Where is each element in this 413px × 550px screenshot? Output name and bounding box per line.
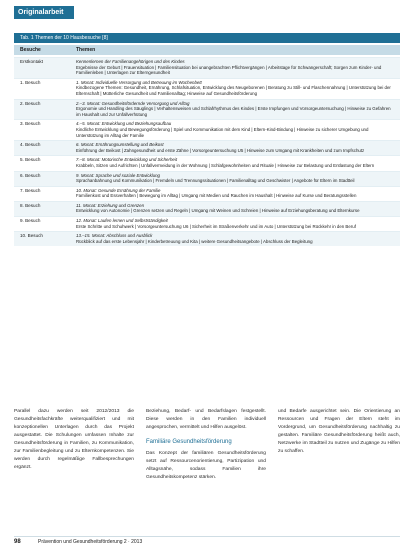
page-number: 98	[14, 539, 21, 545]
topic-lead: 4.–5. Monat: Entwicklung und Beziehungsaufbau	[76, 121, 172, 127]
topic-text: Erste Schritte und Schuhwerk | Vorsorgeuntersuchung U6 | Sicherheit im Straßenverkehr und im Auto | Unterstützung bei Rückkehr in den Beruf	[76, 223, 356, 229]
page-footer	[14, 536, 400, 547]
topic-lead: 1. Monat: Individuelle Versorgung und Betreuung im Wochenbett	[76, 79, 202, 85]
table-row	[14, 119, 400, 140]
topic-text: Familienkost und Essverhalten | Bewegung im Alltag | Umgang mit Medien und Rauchen im Haushalt | Hinweise auf Kurse und Beratungsstellen	[76, 193, 357, 199]
topic-lead: Kennenlernen der Familienangehörigen und des Kindes	[76, 59, 185, 64]
topic-lead: 7.–8. Monat: Motorische Entwicklung und Sicherheit	[76, 157, 178, 163]
paragraph: Das Konzept der familiären Gesundheitsförderung setzt auf Ressourcenorientierung, Partizipation und Alltagsnähe, sodass Familien ihre Gesundheitskompetenz stärken.	[146, 451, 266, 480]
body-column-3	[278, 408, 400, 456]
topic-cell	[76, 217, 400, 231]
topic-text: Ergonomie und Handling des Säuglings | Verhaltensweisen und Schlafrhythmus des Kindes | Erste Impfungen und Vorsorgeuntersuchung | Hinweise zu Gefahren im Haushalt und zur Unfallverhütung	[76, 106, 391, 117]
topic-cell	[76, 120, 400, 140]
topic-text: Kindliche Entwicklung und Bewegungsförderung | Spiel und Kommunikation mit dem Kind | Eltern-Kind-Bindung | Hinweise zu sicherer Umgebung und Unterstützung im Alltag der Familie	[76, 126, 369, 138]
table-body	[14, 57, 400, 246]
paragraph: und Bedarfe ausgerichtet sein. Die Orientierung an Ressourcen und Fragen der Eltern steht im Vordergrund, um Gesundheitsförderung nachhaltig zu gestalten. Familiäre Gesundheitsförderung heißt auch, Netzwerke im Stadtteil zu nutzen und Zugänge zu Hilfen zu schaffen.	[278, 409, 400, 454]
topic-text: Entwicklung von Autonomie | Grenzen setzen und Regeln | Umgang mit Weinen und Schreien | Hinweise auf Erziehungsberatung und Elternkurse	[76, 208, 360, 214]
topic-lead: 9. Monat: Sprache und soziale Entwicklung	[76, 172, 160, 178]
topic-lead: 10. Monat: Gesunde Ernährung der Familie	[76, 187, 161, 193]
publication-title: Prävention und Gesundheitsförderung 2 · 2013	[38, 539, 143, 545]
table-row	[14, 171, 400, 186]
visit-label: 5. Besuch	[20, 157, 41, 163]
visit-label: 2. Besuch	[20, 100, 41, 106]
table-row	[14, 186, 400, 201]
column-header-visits: Besuche	[20, 47, 41, 53]
table-row	[14, 78, 400, 99]
topic-lead: 6. Monat: Ernährungsumstellung und Beikost	[76, 142, 164, 148]
column-header-topics: Themen	[76, 47, 96, 53]
table-caption	[14, 33, 400, 43]
topic-lead: 11. Monat: Erziehung und Grenzen	[76, 202, 145, 208]
visit-label: 9. Besuch	[20, 218, 41, 224]
topic-lead: 12. Monat: Laufen lernen und Selbstständigkeit	[76, 218, 168, 224]
topic-cell	[76, 187, 400, 201]
paragraph: Beziehung, Bedarf- und Bedarfslagen festgestellt. Diese werden in den Familien individuell angesprochen, vermittelt und Hilfen ausgelöst.	[146, 409, 266, 430]
topic-cell	[76, 232, 400, 246]
topic-cell	[76, 156, 400, 170]
topic-text: Ergebnisse der Geburt | Frauensituation | Familiensituation bei unangebrachten Pflichtvergängen | Arbeitstage für Schwangerschaft; Sorgen zum Kinder- und Familienleben | Unterlagen zur Elterngesundheit	[76, 64, 382, 76]
topic-text: Sprachanbahnung und Kommunikation | Fremdeln und Trennungssituationen | Familienalltag und Geschwister | Angebote für Eltern im Stadtteil	[76, 178, 355, 184]
topic-lead: 13.–15. Monat: Abschluss und Ausblick	[76, 233, 153, 239]
visit-label: 8. Besuch	[20, 202, 41, 208]
visit-label: 7. Besuch	[20, 187, 41, 193]
table-row	[14, 231, 400, 246]
table-row	[14, 140, 400, 155]
section-heading: Familiäre Gesundheitsförderung	[146, 439, 232, 445]
topic-cell	[76, 172, 400, 186]
topic-cell	[76, 141, 400, 155]
body-column-2	[146, 408, 266, 482]
topic-text: Kindbezogene Themen: Gesundheit, Ernährung, Schlafsituation, Entwicklung des Neugeborenen | Beratung zu Still- und Flaschennahrung | Unterstützung bei der Elternschaft | Mütterliche Gesundheit und Familienalltag; Hinweise auf Gesundheitsförderung	[76, 85, 391, 96]
visit-label: 3. Besuch	[20, 121, 41, 127]
visit-label: 1. Besuch	[20, 79, 41, 85]
topic-text: Einführung der Beikost | Zahngesundheit und erste Zähne | Vorsorgeuntersuchung U5 | Hinweise zum Umgang mit Krankheiten und zum Impfschutz	[76, 147, 365, 153]
topic-lead: 2.–3. Monat: Gesundheitsfördernde Versorgung und Alltag	[76, 100, 190, 106]
topic-cell	[76, 100, 400, 120]
topic-cell	[76, 79, 400, 99]
table-row	[14, 155, 400, 170]
table-row	[14, 99, 400, 120]
topic-text: Rückblick auf das erste Lebensjahr | Kinderbetreuung und Kita | weitere Gesundheitsangebote | Abschluss der Begleitung	[76, 238, 313, 244]
table-row	[14, 216, 400, 231]
visit-label: Erstkontakt	[20, 59, 43, 64]
table-row	[14, 201, 400, 216]
visit-label: 4. Besuch	[20, 142, 41, 148]
visit-label: 10. Besuch	[20, 233, 43, 239]
table-row	[14, 57, 400, 78]
visit-label: 6. Besuch	[20, 172, 41, 178]
table-header-row	[14, 45, 400, 55]
table-caption-text: Tab. 1 Themen der 10 Hausbesuche [8]	[20, 35, 108, 41]
topic-text: Krabbeln, Sitzen und Aufrichten | Unfallvermeidung in der Wohnung | Schlafgewohnheiten und Rituale | Hinweise zur Belastung und Entlastung der Eltern	[76, 162, 375, 168]
section-tag: Originalarbeit	[14, 6, 74, 19]
paragraph: Parallel dazu werden seit 2012/2013 die Gesundheitsfachkräfte weiterqualifiziert und mit konzeptionellen Unterlagen durch das Projekt ausgestattet. Die Schulungen umfassen Inhalte zur Gesundheitsförderung in Familien, zu Kommunikation, zur Familienbegleitung und zu Elternkompetenzen. Sie werden durch regelmäßige Fallbesprechungen ergänzt.	[14, 409, 134, 470]
topic-cell	[76, 202, 400, 216]
body-column-1	[14, 408, 134, 472]
topic-cell	[76, 58, 400, 78]
